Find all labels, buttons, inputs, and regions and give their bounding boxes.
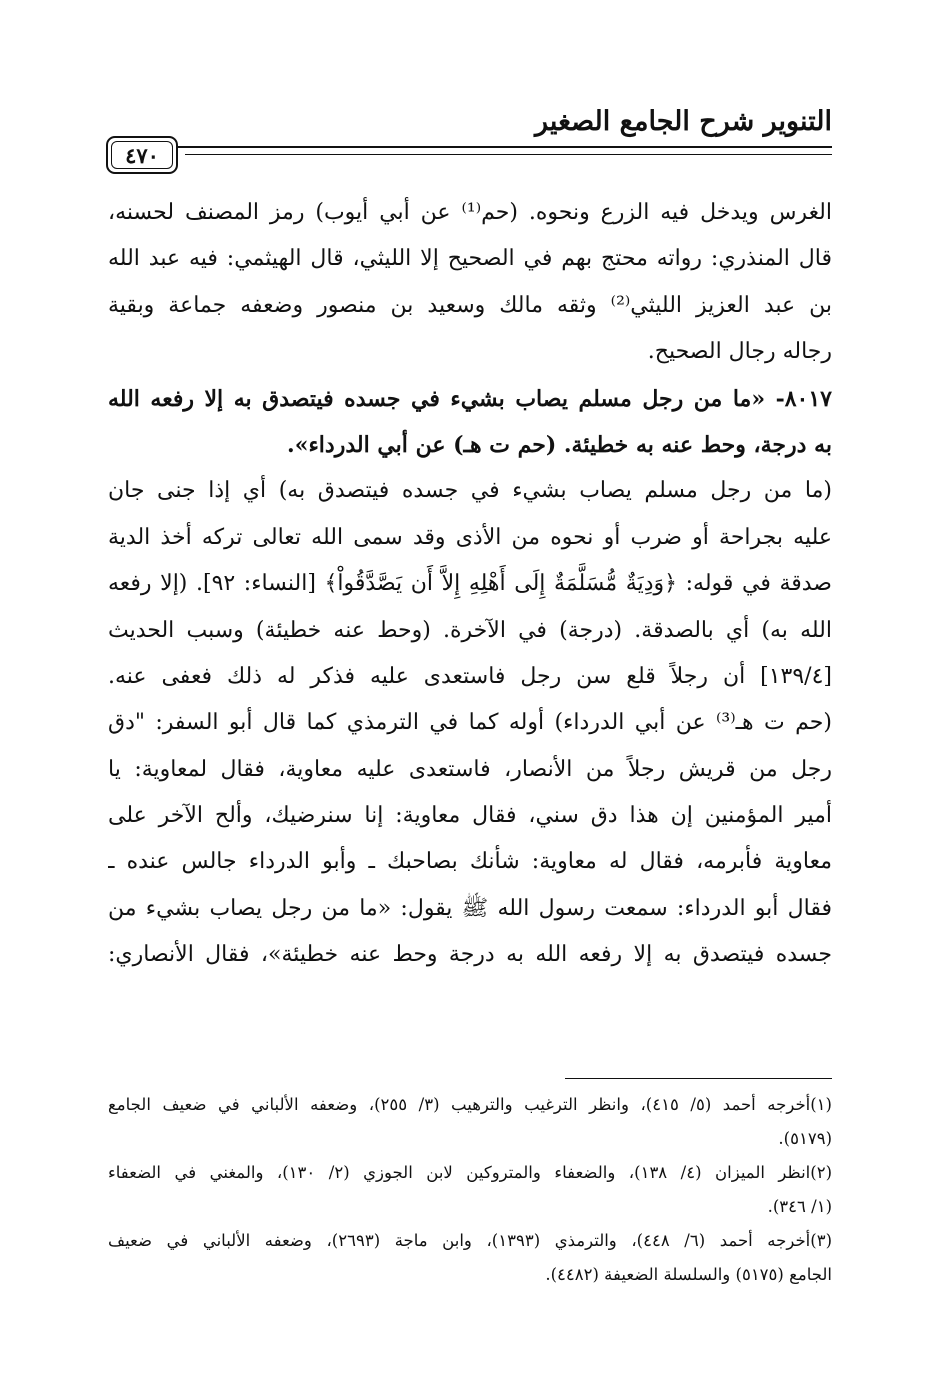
body-line: جسده فيتصدق به إلا رفعه الله به درجة وحط عنه خطيئة»، فقال الأنصاري: — [108, 942, 832, 968]
body-line: (حم ت هـ⁽³⁾ عن أبي الدرداء) أوله كما في الترمذي كما قال أبو السفر: "دق — [108, 710, 832, 736]
header-rule-thin — [185, 154, 832, 155]
body-line: رجل من قريش رجلاً من الأنصار، فاستعدى عليه معاوية، فقال لمعاوية: يا — [108, 756, 832, 782]
body-line: (ما من رجل مسلم يصاب بشيء في جسده فيتصدق به) أي إذا جنى جان — [108, 478, 832, 504]
book-title: التنوير شرح الجامع الصغير — [535, 106, 832, 137]
body-line: [١٣٩/٤] أن رجلاً قلع سن رجل فاستعدى عليه فذكر له ذلك فعفى عنه. — [108, 663, 832, 689]
body-text — [108, 190, 832, 979]
page-number-frame — [106, 136, 178, 174]
body-line: قال المنذري: رواته محتج بهم في الصحيح إلا الليثي، قال الهيثمي: فيه عبد الله — [108, 246, 832, 272]
hadith-line: ٨٠١٧- «ما من رجل مسلم يصاب بشيء في جسده فيتصدق به إلا رفعه الله — [108, 385, 832, 412]
body-line: رجاله رجال الصحيح. — [647, 339, 832, 365]
body-line: فقال أبو الدرداء: سمعت رسول الله ﷺ يقول: «ما من رجل يصاب بشيء من — [108, 895, 832, 921]
footnotes — [108, 1088, 832, 1292]
footnote-line: (٢)انظر الميزان (٤/ ١٣٨)، والضعفاء والمتروكين لابن الجوزي (٢/ ١٣٠)، والمغني في الضعفاء — [108, 1163, 832, 1182]
footnote-line: (١/ ٣٤٦). — [767, 1197, 832, 1216]
body-line: بن عبد العزيز الليثي⁽²⁾ وثقه مالك وسعيد بن منصور وضعفه جماعة وبقية — [108, 292, 832, 318]
footnote-line: (٥١٧٩). — [778, 1129, 832, 1148]
body-line: الغرس ويدخل فيه الزرع ونحوه. (حم⁽¹⁾ عن أبي أيوب) رمز المصنف لحسنه، — [108, 200, 832, 225]
body-line: أمير المؤمنين إن هذا دق سني، فقال معاوية: إنا سنرضيك، وألح الآخر على — [108, 803, 832, 829]
footnote-line: (١)أخرجه أحمد (٥/ ٤١٥)، وانظر الترغيب والترهيب (٣/ ٢٥٥)، وضعفه الألباني في ضعيف الجامع — [108, 1095, 832, 1114]
body-line: معاوية فأبرمه، فقال له معاوية: شأنك بصاحبك ـ وأبو الدرداء جالس عنده ـ — [108, 849, 832, 875]
footnote-line: الجامع (٥١٧٥) والسلسلة الضعيفة (٤٤٨٢). — [545, 1265, 832, 1284]
body-line: صدقة في قوله: ﴿وَدِيَةٌ مُّسَلَّمَةٌ إِلَى أَهْلِهِ إِلاَّ أَن يَصَّدَّقُواْ﴾ [النساء: ٩٢]. (إلا رفعه — [108, 571, 832, 597]
body-line: عليه بجراحة أو ضرب أو نحوه من الأذى وقد سمى الله تعالى تركه أخذ الدية — [108, 524, 832, 550]
page-number: ٤٧٠ — [125, 142, 159, 168]
body-line: الله به) أي بالصدقة. (درجة) في الآخرة. (وحط عنه خطيئة) وسبب الحديث — [108, 617, 832, 643]
header-rule-thick — [110, 146, 832, 148]
page-header — [0, 96, 942, 186]
footnote-separator — [565, 1078, 832, 1079]
hadith-line: به درجة، وحط عنه به خطيئة. (حم ت هـ) عن أبي الدرداء». — [287, 431, 832, 458]
footnote-line: (٣)أخرجه أحمد (٦/ ٤٤٨)، والترمذي (١٣٩٣)، وابن ماجة (٢٦٩٣)، وضعفه الألباني في ضعيف — [108, 1231, 832, 1250]
